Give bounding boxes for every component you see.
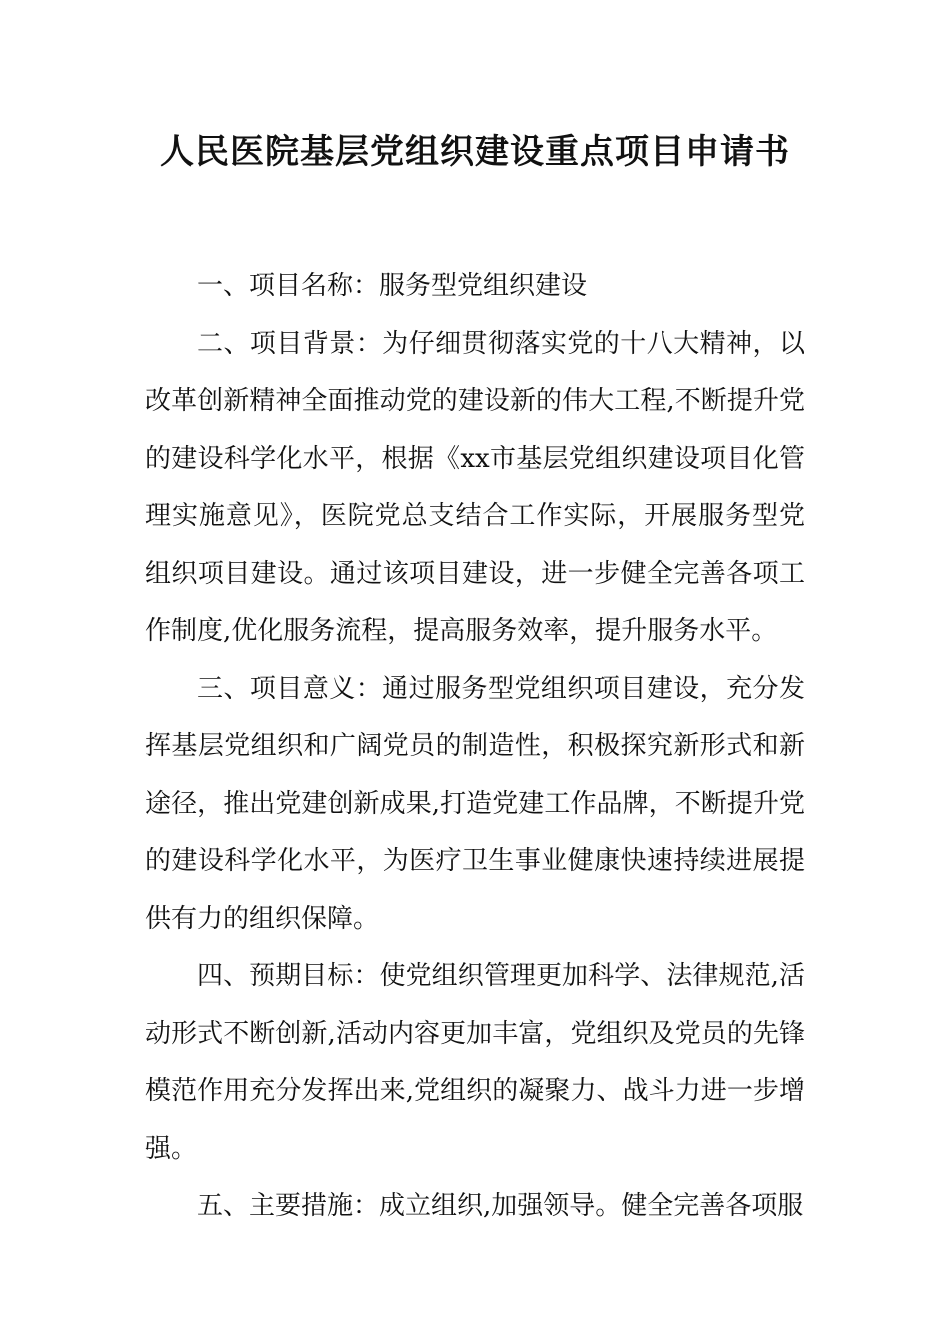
- document-body: [145, 258, 805, 1236]
- paragraph-project-significance: 三、项目意义：通过服务型党组织项目建设，充分发挥基层党组织和广阔党员的制造性，积极探究新形式和新途径，推出党建创新成果,打造党建工作品牌，不断提升党的建设科学化水平，为医疗卫生事业健康快速持续进展提供有力的组织保障。: [145, 673, 805, 934]
- paragraph-project-background: 二、项目背景：为仔细贯彻落实党的十八大精神，以改革创新精神全面推动党的建设新的伟大工程,不断提升党的建设科学化水平，根据《xx市基层党组织建设项目化管理实施意见》，医院党总支结合工作实际，开展服务型党组织项目建设。通过该项目建设，进一步健全完善各项工作制度,优化服务流程，提高服务效率，提升服务水平。: [145, 328, 805, 646]
- paragraph-project-name: 一、项目名称：服务型党组织建设: [197, 271, 588, 301]
- paragraph-expected-goals: 四、预期目标：使党组织管理更加科学、法律规范,活动形式不断创新,活动内容更加丰富，党组织及党员的先锋模范作用充分发挥出来,党组织的凝聚力、战斗力进一步增强。: [145, 961, 805, 1164]
- document-title: 人民医院基层党组织建设重点项目申请书: [160, 132, 790, 172]
- paragraph-main-measures: 五、主要措施：成立组织,加强领导。健全完善各项服: [197, 1191, 804, 1221]
